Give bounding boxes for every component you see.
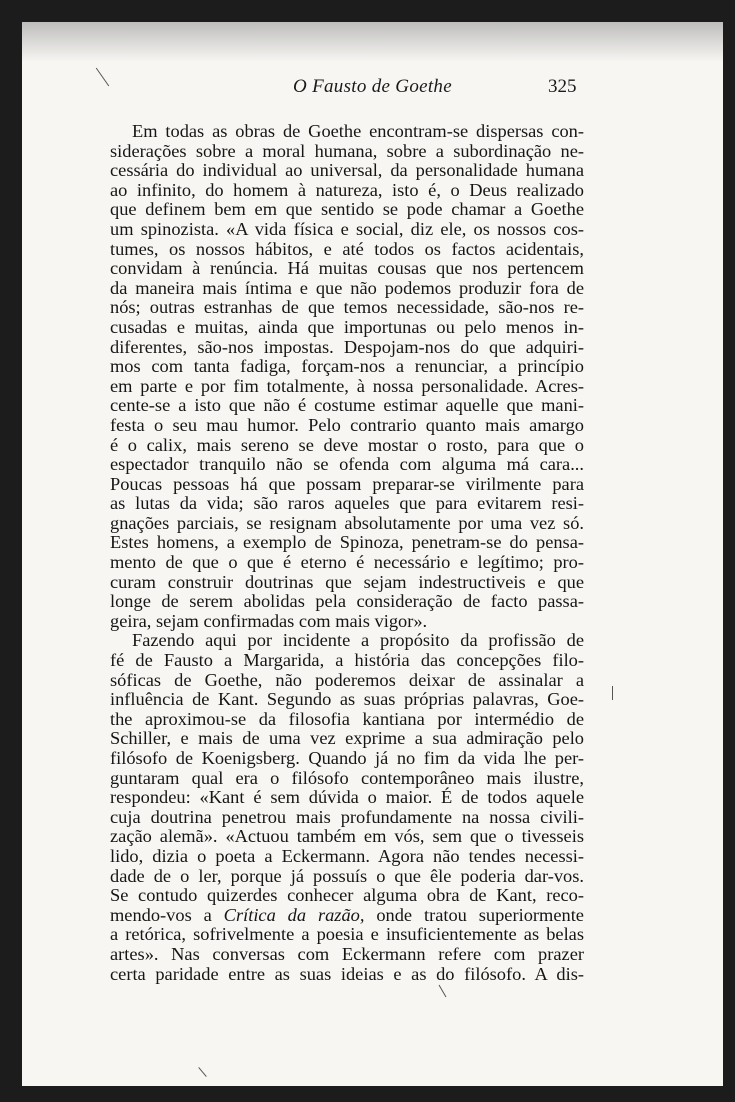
text-line: Se contudo quizerdes conhecer alguma obra de Kant, reco-	[110, 885, 584, 906]
text-line: Fazendo aqui por incidente a propósito da profissão de	[132, 630, 584, 651]
text-line: gnações parciais, se resignam absolutamente por uma vez só.	[110, 512, 584, 533]
text-line: Poucas pessoas há que possam preparar-se virilmente para	[110, 473, 584, 494]
page-header	[22, 76, 723, 106]
text-line: Em todas as obras de Goethe encontram-se dispersas con-	[132, 121, 584, 141]
text-line: the aproximou-se da filosofia kantiana por intermédio de	[110, 708, 584, 729]
text-line: que definem bem em que sentido se pode chamar a Goethe	[110, 199, 584, 220]
text-line: fé de Fausto a Margarida, a história das concepções filo-	[110, 650, 584, 671]
text-line: certa paridade entre as suas ideias e as do filósofo. A dis-	[110, 963, 584, 984]
text-line: diferentes, são-nos impostas. Despojam-nos do que adquiri-	[110, 336, 584, 357]
text-line: geira, sejam confirmadas com mais vigor».	[110, 610, 428, 631]
text-fragment: mendo-vos a	[110, 904, 212, 925]
text-line: sóficas de Goethe, não poderemos deixar de assinalar a	[110, 669, 584, 690]
book-title: Crítica da razão,	[223, 904, 365, 925]
text-line: mento de que o que é eterno é necessário e legítimo; pro-	[110, 552, 584, 573]
text-line: convidam à renúncia. Há muitas cousas que nos pertencem	[110, 258, 584, 279]
text-line: as lutas da vida; são raros aqueles que para evitarem resi-	[110, 493, 584, 514]
text-line: a retórica, sofrivelmente a poesia e insuficientemente as belas	[110, 924, 584, 945]
text-line: guntaram qual era o filósofo contemporâneo mais ilustre,	[110, 767, 584, 788]
book-page	[22, 22, 723, 1086]
scan-speck	[439, 985, 447, 998]
text-line: filósofo de Koenigsberg. Quando já no fim da vida lhe per-	[110, 748, 584, 768]
text-line: cuja doutrina penetrou mais profundamente na nossa civili-	[110, 806, 584, 827]
text-line: ao infinito, do homem à natureza, isto é, o Deus realizado	[110, 179, 584, 200]
text-line: em parte e por fim totalmente, à nossa personalidade. Acres-	[110, 375, 584, 396]
text-line: espectador tranquilo não se ofenda com alguma má cara...	[110, 454, 584, 475]
text-line: dade de o ler, porque já possuís o que êle poderia dar-vos.	[110, 865, 584, 886]
body-text	[110, 122, 584, 984]
text-line: artes». Nas conversas com Eckermann refere com prazer	[110, 943, 584, 964]
page-number: 325	[548, 76, 577, 97]
text-line: respondeu: «Kant é sem dúvida o maior. É de todos aquele	[110, 787, 584, 808]
text-line: zação alemã». «Actuou também em vós, sem que o tivesseis	[110, 826, 584, 847]
text-line: nós; outras estranhas de que temos necessidade, são-nos re-	[110, 297, 584, 318]
text-line: tumes, os nossos hábitos, e até todos os factos acidentais,	[110, 238, 584, 259]
text-fragment: onde tratou superiormente	[376, 904, 584, 925]
text-line: cessária do individual ao universal, da personalidade humana	[110, 160, 584, 181]
text-line: um spinozista. «A vida física e social, diz ele, os nossos cos-	[110, 218, 584, 239]
text-line: Schiller, e mais de uma vez exprime a sua admiração pelo	[110, 728, 584, 749]
running-title: O Fausto de Goethe	[293, 76, 452, 97]
text-line: longe de serem abolidas pela consideração de facto passa-	[110, 591, 584, 612]
text-line: da maneira mais íntima e que não podemos produzir fora de	[110, 277, 584, 298]
scan-speck	[612, 686, 613, 700]
text-line: siderações sobre a moral humana, sobre a subordinação ne-	[110, 140, 584, 161]
text-line: influência de Kant. Segundo as suas próprias palavras, Goe-	[110, 689, 584, 710]
text-line: cente-se a isto que não é costume estimar aquelle que mani-	[110, 395, 584, 416]
text-line: festa o seu mau humor. Pelo contrario quanto mais amargo	[110, 414, 584, 435]
text-line-with-italic-title	[110, 906, 584, 926]
text-line: é o calix, mais sereno se deve mostar o rosto, para que o	[110, 434, 584, 455]
text-line: lido, dizia o poeta a Eckermann. Agora não tendes necessi-	[110, 845, 584, 866]
text-line: cusadas e muitas, ainda que importunas ou pelo menos in-	[110, 316, 584, 337]
text-line: mos com tanta fadiga, forçam-nos a renunciar, a princípio	[110, 356, 584, 377]
text-line: curam construir doutrinas que sejam indestructiveis e que	[110, 571, 584, 592]
scan-shadow	[22, 22, 723, 62]
scan-speck	[198, 1067, 206, 1077]
text-line: Estes homens, a exemplo de Spinoza, penetram-se do pensa-	[110, 532, 584, 553]
